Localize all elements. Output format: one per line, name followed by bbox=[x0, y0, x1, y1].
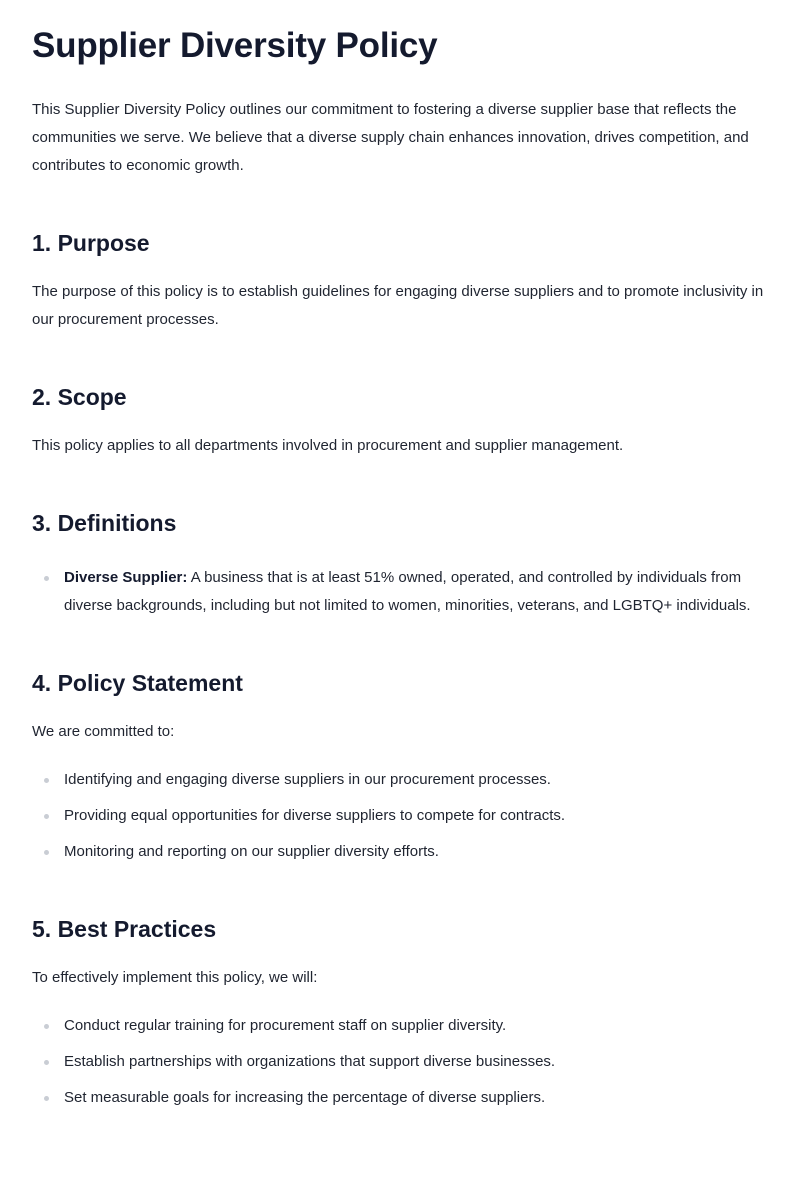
list-item: Monitoring and reporting on our supplier diversity efforts. bbox=[32, 838, 768, 866]
section-heading-policy-statement: 4. Policy Statement bbox=[32, 670, 243, 696]
section-heading-scope: 2. Scope bbox=[32, 384, 127, 410]
definitions-list bbox=[32, 564, 768, 620]
section-best-practices bbox=[32, 914, 768, 1112]
policy-statement-list bbox=[32, 766, 768, 866]
best-practices-list bbox=[32, 1012, 768, 1112]
section-lead-best-practices: To effectively implement this policy, we will: bbox=[32, 969, 318, 986]
section-heading-purpose: 1. Purpose bbox=[32, 230, 150, 256]
list-item bbox=[32, 564, 768, 620]
section-scope bbox=[32, 382, 768, 460]
section-body-purpose: The purpose of this policy is to establish guidelines for engaging diverse suppliers and to promote inclusivity in our procurement processes. bbox=[32, 283, 764, 328]
section-policy-statement bbox=[32, 668, 768, 866]
list-item: Set measurable goals for increasing the percentage of diverse suppliers. bbox=[32, 1084, 768, 1112]
section-purpose bbox=[32, 228, 768, 334]
section-lead-policy-statement: We are committed to: bbox=[32, 723, 175, 740]
list-item: Identifying and engaging diverse suppliers in our procurement processes. bbox=[32, 766, 768, 794]
list-item: Conduct regular training for procurement staff on supplier diversity. bbox=[32, 1012, 768, 1040]
list-item: Providing equal opportunities for diverse suppliers to compete for contracts. bbox=[32, 802, 768, 830]
intro-paragraph: This Supplier Diversity Policy outlines our commitment to fostering a diverse supplier base that reflects the communities we serve. We believe that a diverse supply chain enhances innovation, drives competition, and contributes to economic growth. bbox=[32, 101, 749, 174]
definition-text: A business that is at least 51% owned, operated, and controlled by individuals from diverse backgrounds, including but not limited to women, minorities, veterans, and LGBTQ+ individuals. bbox=[64, 569, 751, 614]
section-definitions bbox=[32, 508, 768, 620]
section-heading-best-practices: 5. Best Practices bbox=[32, 916, 217, 942]
section-heading-definitions: 3. Definitions bbox=[32, 510, 177, 536]
definition-term: Diverse Supplier: bbox=[64, 569, 188, 586]
section-body-scope: This policy applies to all departments involved in procurement and supplier management. bbox=[32, 437, 624, 454]
list-item: Establish partnerships with organizations that support diverse businesses. bbox=[32, 1048, 768, 1076]
page-title: Supplier Diversity Policy bbox=[32, 26, 438, 65]
